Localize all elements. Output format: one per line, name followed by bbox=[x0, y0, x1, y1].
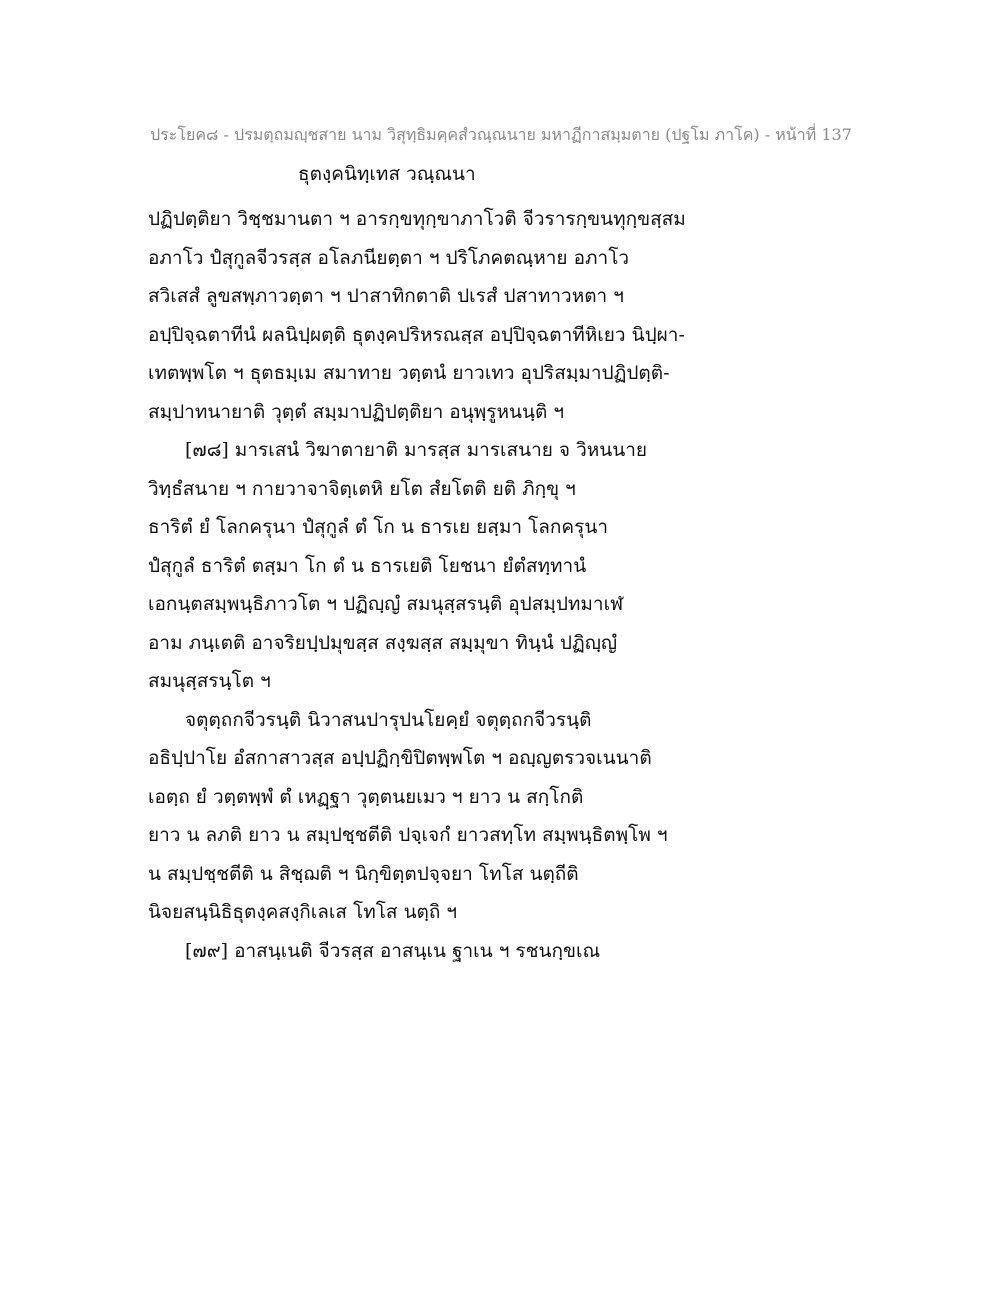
text-line: วิทฺธํสนาย ฯ กายวาจาจิตฺเตหิ ยโต สํยโตติ ยติ ภิกฺขุ ฯ bbox=[148, 477, 576, 500]
text-line: นิจยสนฺนิธิธุตงฺคสงฺกิเลเส โทโส นตฺถิ ฯ bbox=[148, 901, 458, 923]
text-line: ปฏิปตฺติยา วิชฺชมานตา ฯ อารกฺขทุกฺขาภาโวติ จีวรารกฺขนทุกฺขสฺสม bbox=[148, 208, 686, 230]
text-line: ปํสุกูลํ ธาริตํ ตสฺมา โก ตํ น ธารเยติ โยชนา ยํตํสทฺทานํ bbox=[148, 554, 587, 577]
running-header: ประโยค๘ - ปรมตฺถมญฺชสาย นาม วิสุทฺธิมคฺคสํวณฺณนาย มหาฏีกาสมฺมตาย (ปฐโม ภาโค) - หน้าที่ 137 bbox=[150, 125, 852, 144]
text-line: ธาริตํ ยํ โลกครุนา ปํสุกูลํ ตํ โก น ธารเย ยสฺมา โลกครุนา bbox=[148, 516, 609, 538]
body-text bbox=[148, 200, 848, 970]
text-line: น สมฺปชฺชตีติ น สิชฺฌติ ฯ นิกฺขิตฺตปจฺจยา โทโส นตฺถีติ bbox=[148, 862, 579, 885]
text-line: สมนุสฺสรนฺโต ฯ bbox=[148, 670, 271, 692]
paragraph-start-79: [๗๙] อาสนฺเนติ จีวรสฺส อาสนฺเน ฐาเน ฯ รชนกฺขเณ bbox=[185, 939, 601, 962]
paragraph-start-78: [๗๘] มารเสนํ วิฆาตายาติ มารสฺส มารเสนาย จ วิหนนาย bbox=[185, 439, 648, 461]
text-line: อาม ภนฺเตติ อาจริยปฺปมุขสฺส สงฺฆสฺส สมฺมุขา ทินฺนํ ปฏิญฺญํ bbox=[148, 631, 618, 654]
text-line: สมฺปาทนายาติ วุตฺตํ สมฺมาปฏิปตฺติยา อนุพฺรูหนนฺติ ฯ bbox=[148, 400, 564, 423]
text-line: อภาโว ปํสุกูลจีวรสฺส อโลภนียตฺตา ฯ ปริโภคตณฺหาย อภาโว bbox=[148, 246, 630, 269]
text-line: ยาว น ลภติ ยาว น สมฺปชฺชตีติ ปจฺเจกํ ยาวสทฺโท สมฺพนฺธิตพฺโพ ฯ bbox=[148, 824, 668, 846]
text-line: สวิเสสํ ลูขสพฺภาวตฺตา ฯ ปาสาทิกตาติ ปเรสํ ปสาทาวหตา ฯ bbox=[148, 285, 624, 307]
text-line: อธิปฺปาโย อํสกาสาวสฺส อปฺปฏิกฺขิปิตพฺพโต ฯ อญฺญตรวจเนนาติ bbox=[148, 747, 652, 769]
text-line: เอตฺถ ยํ วตฺตพฺพํ ตํ เหฏฺฐา วุตฺตนยเมว ฯ ยาว น สกฺโกติ bbox=[148, 785, 584, 808]
section-title: ธุตงฺคนิทฺเทส วณฺณนา bbox=[298, 163, 476, 185]
paragraph-start: จตุตฺถกจีวรนฺติ นิวาสนปารุปนโยคฺยํ จตุตฺถกจีวรนฺติ bbox=[185, 708, 592, 731]
text-line: เอกนฺตสมฺพนฺธิภาวโต ฯ ปฏิญฺญํ สมนุสฺสรนฺติ อุปสมฺปทมาเฬ bbox=[148, 593, 624, 615]
text-line: อปฺปิจฺฉตาทีนํ ผลนิปฺผตฺติ ธุตงฺคปริหรณสฺส อปฺปิจฺฉตาทีหิเยว นิปฺผา- bbox=[148, 323, 685, 346]
text-line: เทตพฺพโต ฯ ธุตธมฺเม สมาทาย วตฺตนํ ยาวเทว อุปริสมฺมาปฏิปตฺติ- bbox=[148, 362, 670, 384]
